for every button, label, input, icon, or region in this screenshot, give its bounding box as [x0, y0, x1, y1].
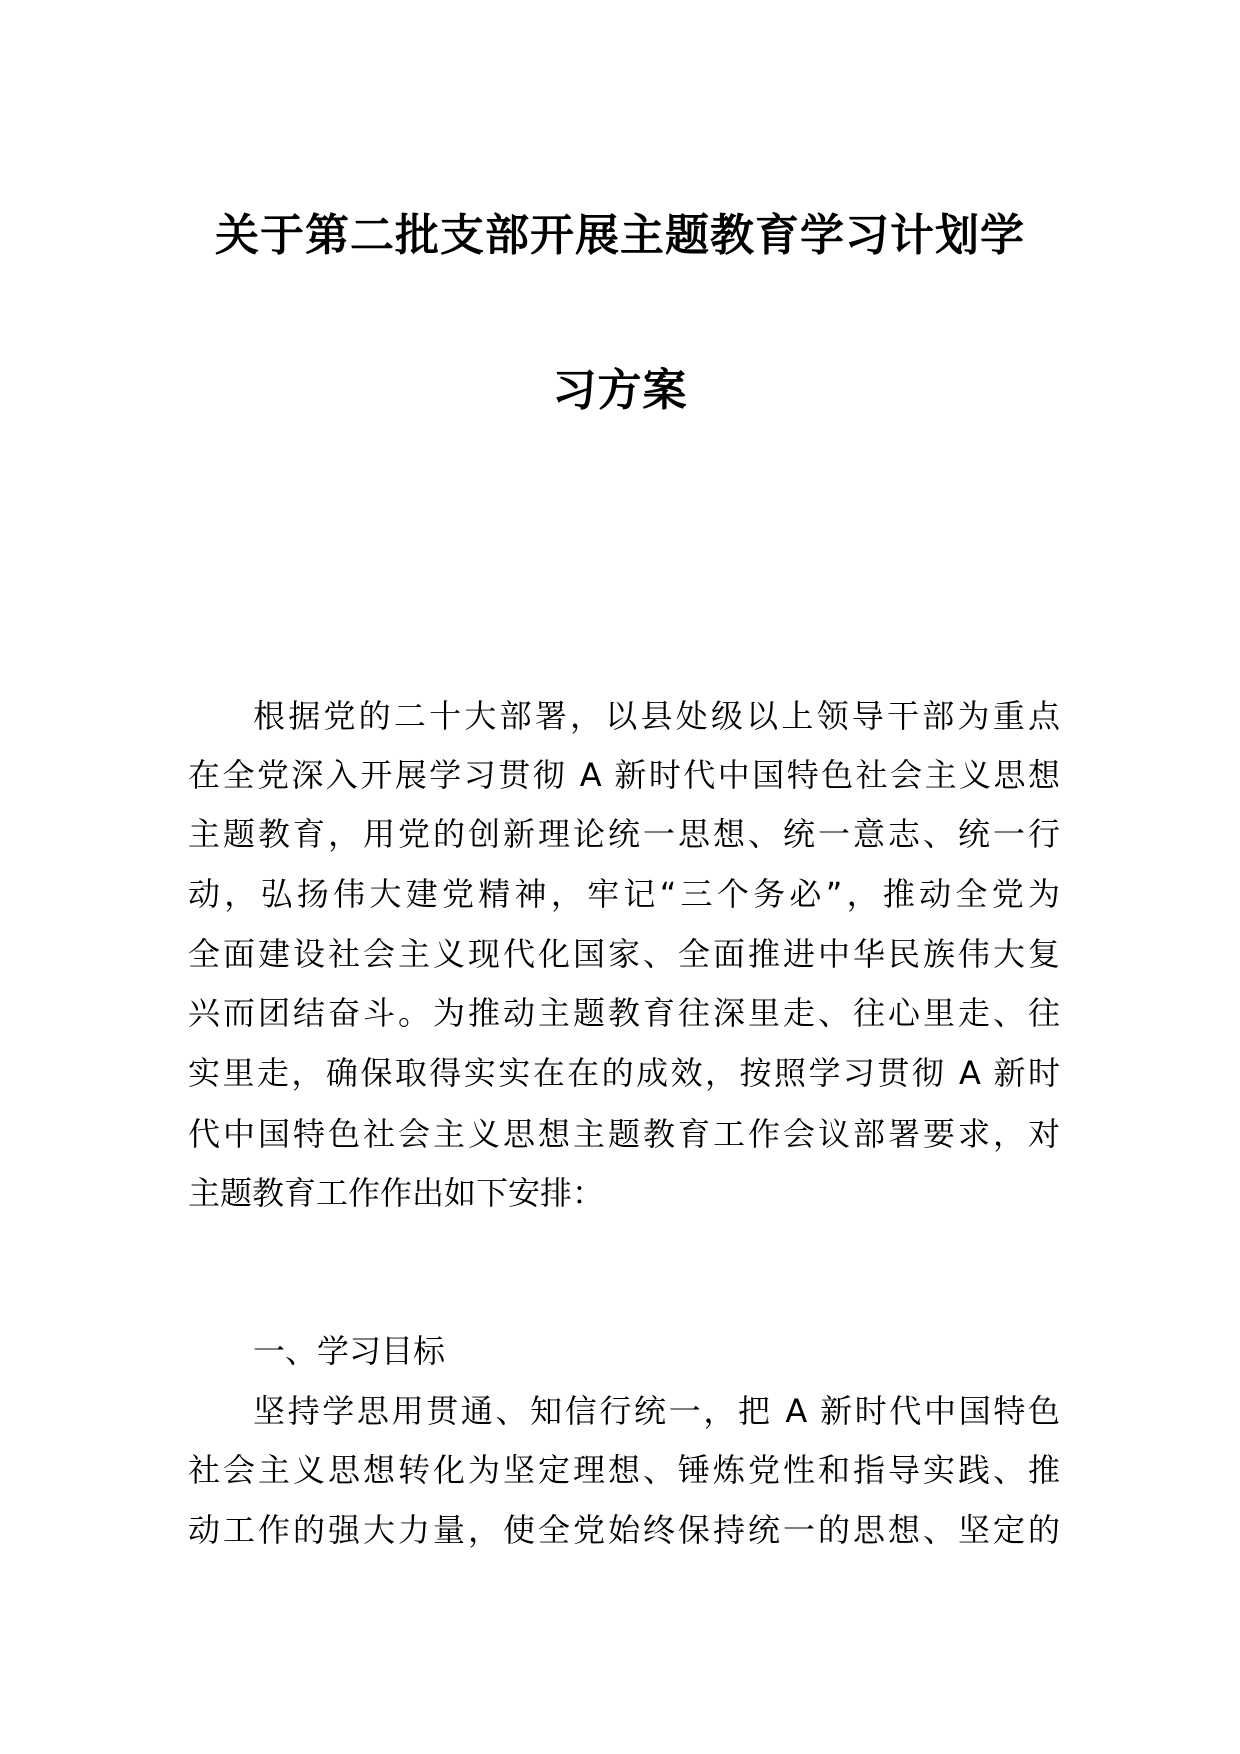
document-title-line-2: 习方案: [552, 365, 688, 416]
section-heading: 一、学习目标: [253, 1332, 446, 1370]
section-line-1: 坚持学思用贯通、知信行统一，把 A 新时代中国特色: [253, 1392, 1060, 1430]
section-line-2: 社会主义思想转化为坚定理想、锤炼党性和指导实践、推: [188, 1451, 1060, 1489]
intro-line-6: 兴而团结奋斗。为推动主题教育往深里走、往心里走、往: [188, 994, 1060, 1032]
intro-line-8: 代中国特色社会主义思想主题教育工作会议部署要求，对: [188, 1115, 1060, 1153]
intro-line-3: 主题教育，用党的创新理论统一思想、统一意志、统一行: [188, 815, 1060, 853]
section-line-3: 动工作的强大力量，使全党始终保持统一的思想、坚定的: [188, 1511, 1060, 1549]
intro-line-2: 在全党深入开展学习贯彻 A 新时代中国特色社会主义思想: [188, 756, 1060, 794]
intro-line-4: 动，弘扬伟大建党精神，牢记“三个务必”，推动全党为: [188, 875, 1060, 913]
intro-line-5: 全面建设社会主义现代化国家、全面推进中华民族伟大复: [188, 935, 1060, 973]
intro-line-7: 实里走，确保取得实实在在的成效，按照学习贯彻 A 新时: [188, 1054, 1060, 1092]
document-title-line-1: 关于第二批支部开展主题教育学习计划学: [215, 210, 1025, 261]
intro-line-9: 主题教育工作作出如下安排：: [188, 1174, 605, 1212]
intro-line-1: 根据党的二十大部署，以县处级以上领导干部为重点: [253, 697, 1060, 735]
